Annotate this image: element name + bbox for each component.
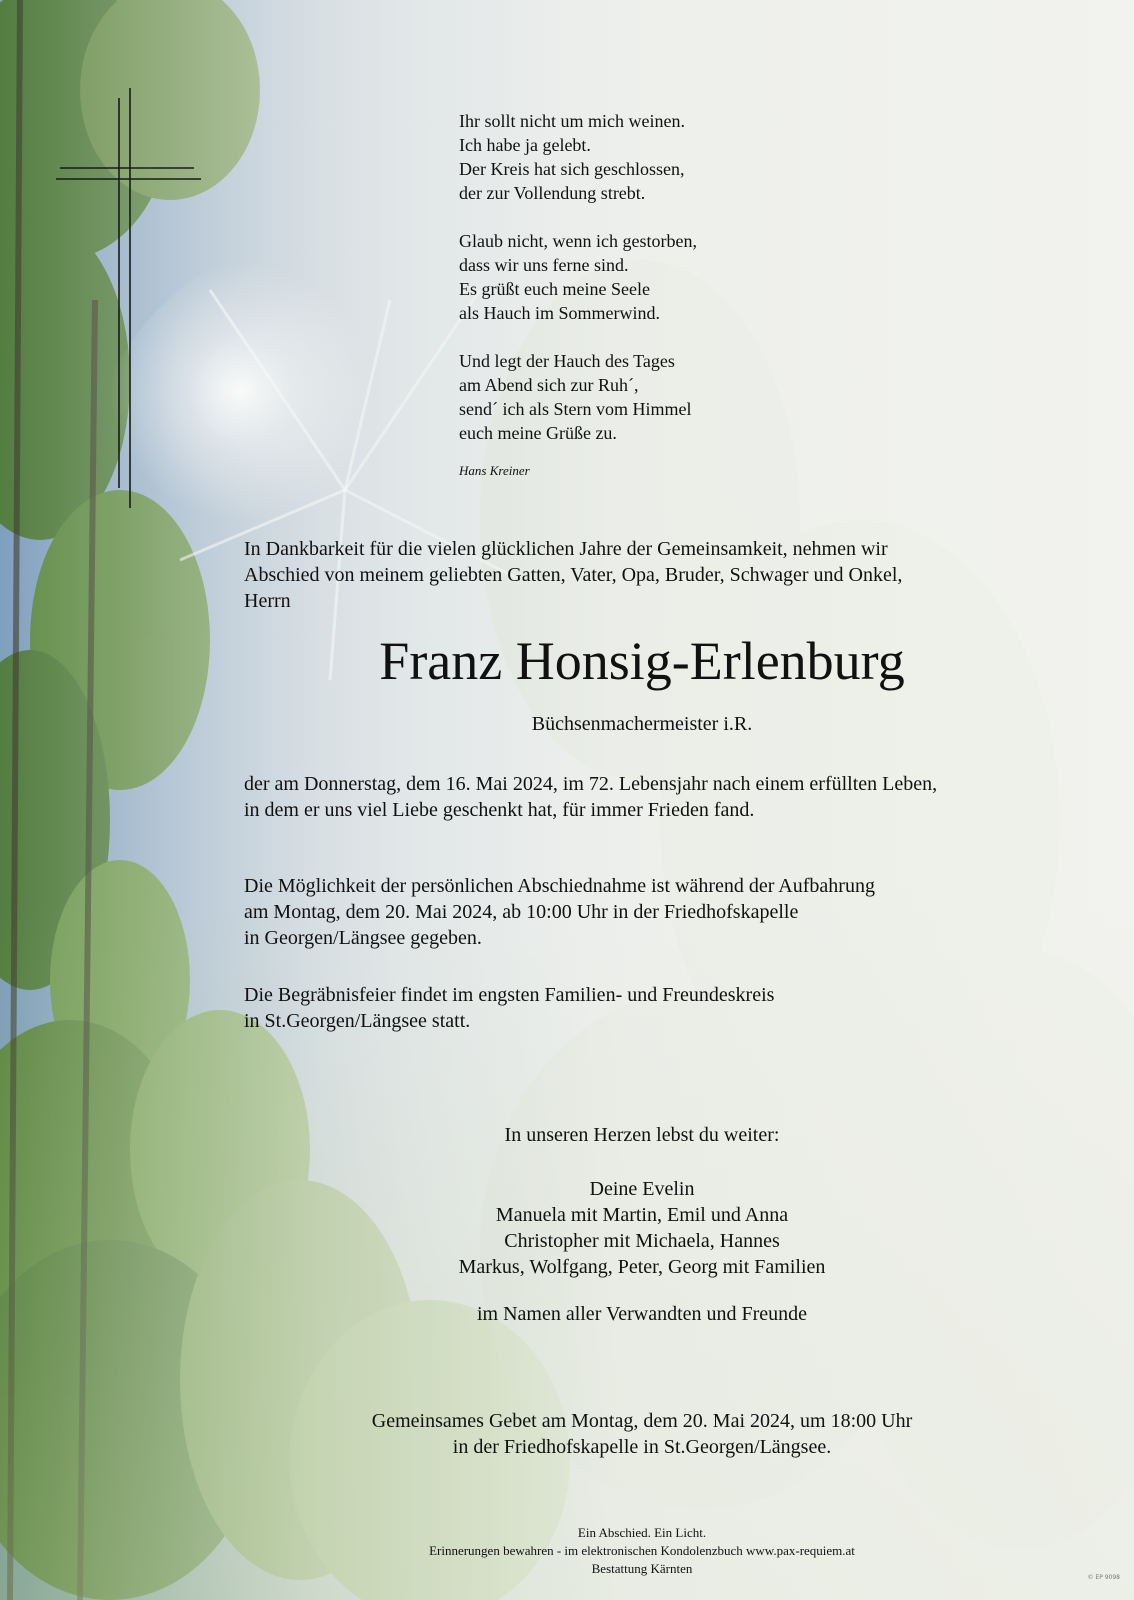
poem-line: Ich habe ja gelebt. — [459, 135, 591, 155]
mourners-closing: im Namen aller Verwandten und Freunde — [476, 1303, 808, 1325]
poem — [459, 109, 859, 479]
intro-line: In Dankbarkeit für die vielen glücklichen Jahre der Gemeinsamkeit, nehmen wir — [244, 538, 888, 560]
deceased-title: Büchsenmachermeister i.R. — [531, 713, 753, 735]
mourner-name: Deine Evelin — [589, 1178, 695, 1200]
prayer-info — [150, 1408, 1134, 1460]
footer-line: Bestattung Kärnten — [591, 1561, 693, 1576]
intro-text — [244, 536, 1064, 614]
mourners-heading: In unseren Herzen lebst du weiter: — [504, 1124, 780, 1146]
deceased-name: Franz Honsig-Erlenburg — [379, 631, 905, 691]
mourner-name: Markus, Wolfgang, Peter, Georg mit Familien — [458, 1256, 826, 1278]
mourners-list — [150, 1176, 1134, 1280]
poem-author: Hans Kreiner — [459, 463, 530, 478]
footer — [150, 1524, 1134, 1578]
viewing-line: Die Möglichkeit der persönlichen Abschiednahme ist während der Aufbahrung — [244, 875, 875, 897]
mourner-name: Christopher mit Michaela, Hannes — [504, 1230, 780, 1252]
poem-line: euch meine Grüße zu. — [459, 423, 617, 443]
footer-line: Erinnerungen bewahren - im elektronischen Kondolenzbuch www.pax-requiem.at — [429, 1543, 855, 1558]
viewing-line: in Georgen/Längsee gegeben. — [244, 927, 482, 949]
poem-stanza-1 — [459, 109, 859, 205]
intro-line: Abschied von meinem geliebten Gatten, Vater, Opa, Bruder, Schwager und Onkel, — [244, 564, 903, 586]
poem-line: Der Kreis hat sich geschlossen, — [459, 159, 685, 179]
poem-line: send´ ich als Stern vom Himmel — [459, 399, 692, 419]
funeral-line: in St.Georgen/Längsee statt. — [244, 1010, 471, 1032]
mourner-name: Manuela mit Martin, Emil und Anna — [495, 1204, 789, 1226]
intro-line: Herrn — [244, 590, 291, 612]
poem-stanza-2 — [459, 229, 859, 325]
poem-line: am Abend sich zur Ruh´, — [459, 375, 639, 395]
viewing-info — [244, 873, 1064, 951]
funeral-line: Die Begräbnisfeier findet im engsten Familien- und Freundeskreis — [244, 984, 775, 1006]
death-notice-line: in dem er uns viel Liebe geschenkt hat, für immer Frieden fand. — [244, 799, 755, 821]
viewing-line: am Montag, dem 20. Mai 2024, ab 10:00 Uhr in der Friedhofskapelle — [244, 901, 799, 923]
cross-icon — [56, 88, 201, 508]
poem-line: Ihr sollt nicht um mich weinen. — [459, 111, 685, 131]
poem-line: Glaub nicht, wenn ich gestorben, — [459, 231, 697, 251]
death-notice — [244, 771, 1064, 823]
poem-line: der zur Vollendung strebt. — [459, 183, 646, 203]
footer-line: Ein Abschied. Ein Licht. — [577, 1525, 707, 1540]
poem-line: als Hauch im Sommerwind. — [459, 303, 660, 323]
poem-line: dass wir uns ferne sind. — [459, 255, 629, 275]
death-notice-line: der am Donnerstag, dem 16. Mai 2024, im 72. Lebensjahr nach einem erfüllten Leben, — [244, 773, 938, 795]
funeral-info — [244, 982, 1064, 1034]
prayer-line: Gemeinsames Gebet am Montag, dem 20. Mai 2024, um 18:00 Uhr — [371, 1410, 913, 1432]
copyright-mark: © EP 9098 — [1087, 1574, 1120, 1581]
poem-line: Es grüßt euch meine Seele — [459, 279, 650, 299]
poem-line: Und legt der Hauch des Tages — [459, 351, 675, 371]
prayer-line: in der Friedhofskapelle in St.Georgen/Längsee. — [452, 1436, 832, 1458]
poem-stanza-3 — [459, 349, 859, 445]
